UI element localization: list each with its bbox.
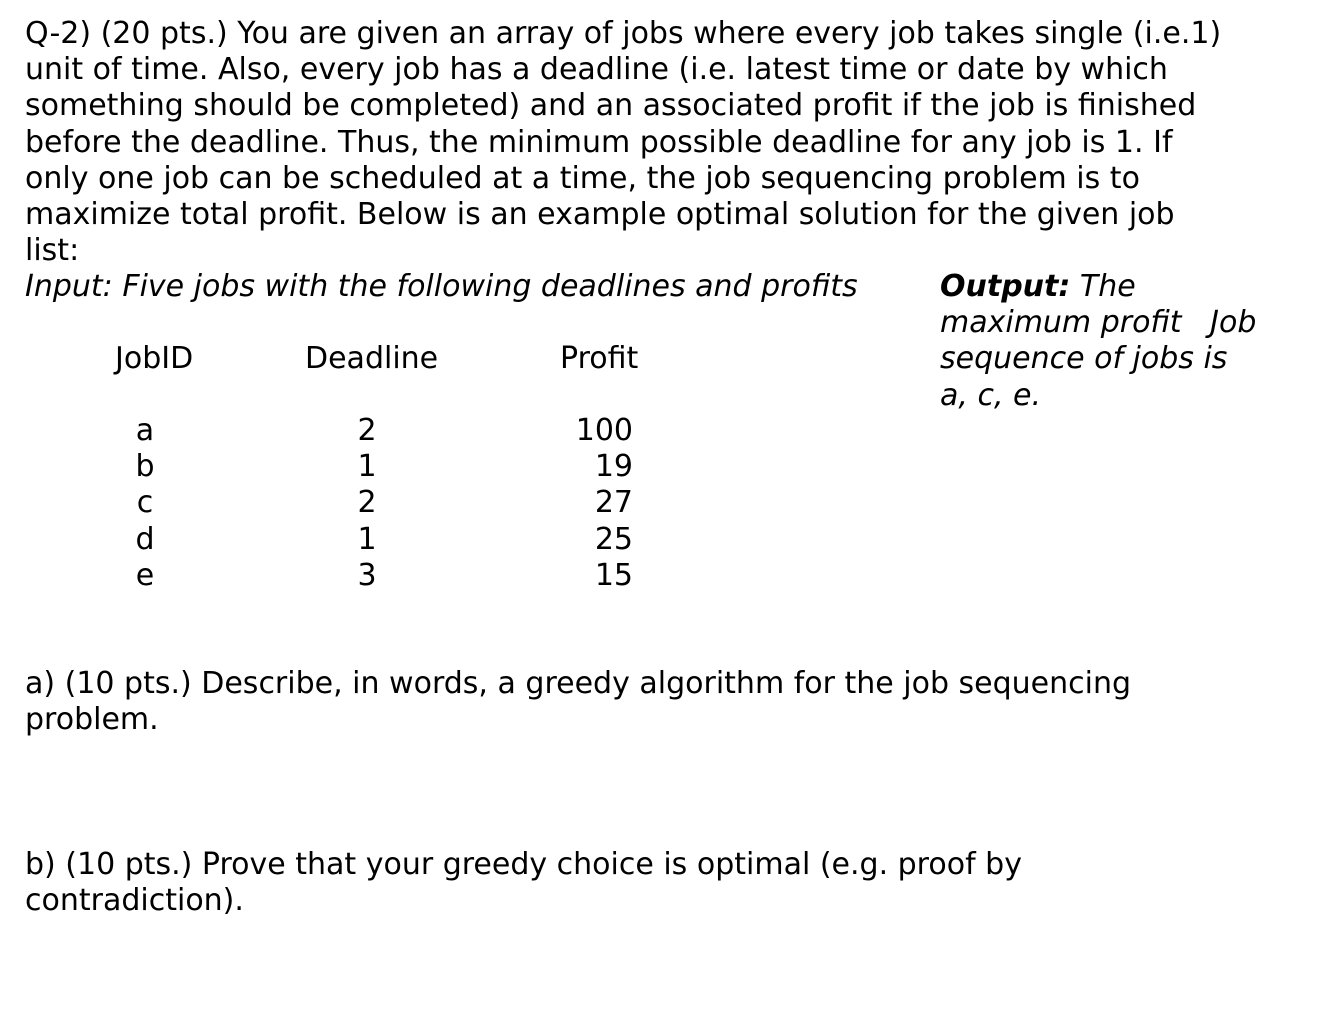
- intro-line: Q-2) (20 pts.) You are given an array of jobs where every job takes single (i.e.1): [25, 16, 1222, 51]
- input-caption: Input: Five jobs with the following deadlines and profits: [25, 269, 858, 304]
- intro-line: before the deadline. Thus, the minimum possible deadline for any job is 1. If: [25, 124, 1173, 160]
- cell-profit: 15: [594, 558, 633, 593]
- output-line: maximum profit Job: [940, 305, 1257, 341]
- output-label: Output:: [940, 269, 1071, 304]
- cell-job: d: [135, 522, 155, 557]
- intro-line: unit of time. Also, every job has a deadline (i.e. latest time or date by which: [25, 52, 1168, 88]
- cell-deadline: 1: [357, 522, 377, 557]
- cell-job: b: [135, 449, 155, 484]
- header-profit: Profit: [560, 341, 639, 376]
- cell-profit: 27: [594, 485, 633, 520]
- intro-line: maximize total profit. Below is an example optimal solution for the given job: [25, 197, 1175, 233]
- part-b-line: contradiction).: [25, 883, 244, 919]
- question-intro: [25, 16, 1315, 269]
- output-line: The: [1079, 269, 1136, 304]
- output-block: [940, 269, 1310, 414]
- part-a-line: problem.: [25, 702, 159, 738]
- output-line: sequence of jobs is: [940, 341, 1228, 377]
- output-line: a, c, e.: [940, 377, 1042, 413]
- cell-job: a: [135, 413, 155, 448]
- cell-job: c: [136, 485, 154, 520]
- cell-deadline: 2: [357, 485, 377, 520]
- part-b-line: b) (10 pts.) Prove that your greedy choice is optimal (e.g. proof by: [25, 847, 1022, 882]
- cell-deadline: 3: [357, 558, 377, 593]
- intro-line: list:: [25, 233, 80, 269]
- part-a: [25, 666, 1131, 738]
- part-a-line: a) (10 pts.) Describe, in words, a greedy algorithm for the job sequencing: [25, 666, 1132, 701]
- cell-job: e: [135, 558, 155, 593]
- cell-profit: 100: [575, 413, 633, 448]
- header-deadline: Deadline: [305, 341, 439, 376]
- part-b: [25, 847, 1022, 919]
- cell-deadline: 2: [357, 413, 377, 448]
- cell-profit: 25: [594, 522, 633, 557]
- header-jobid: JobID: [115, 341, 194, 376]
- intro-line: something should be completed) and an associated profit if the job is finished: [25, 88, 1197, 124]
- intro-line: only one job can be scheduled at a time, the job sequencing problem is to: [25, 160, 1140, 196]
- cell-profit: 19: [594, 449, 633, 484]
- cell-deadline: 1: [357, 449, 377, 484]
